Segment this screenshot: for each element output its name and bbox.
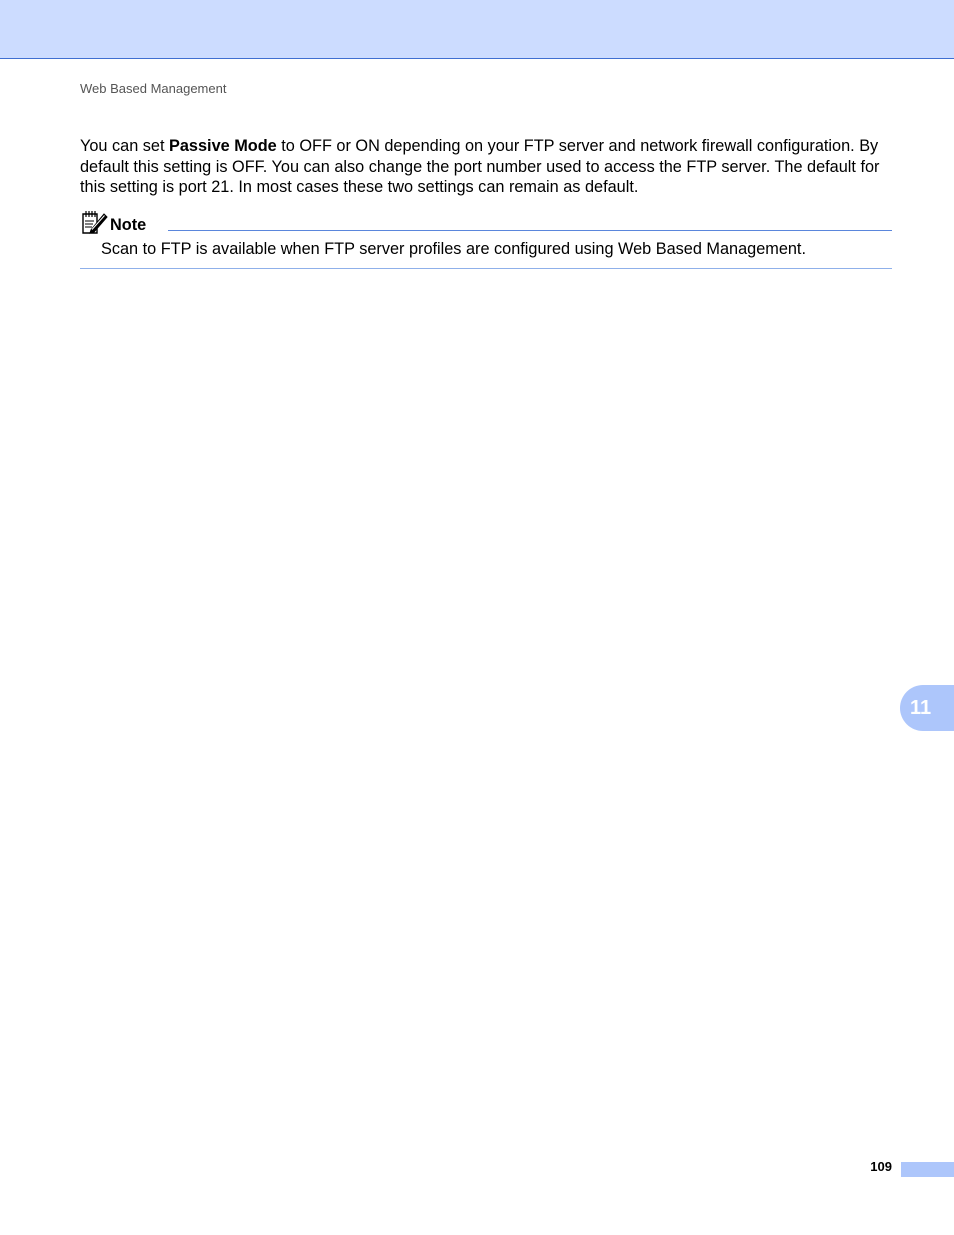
- body-paragraph: [80, 136, 895, 198]
- footer-bar: [901, 1162, 954, 1177]
- note-top-rule: [168, 230, 892, 231]
- body-text-2: to OFF or ON depending on your FTP server and network firewall configuration. By default this setting is OFF. You can also change the port number used to access the FTP server. The default for this setting is port 21. In most cases these two settings can remain as default.: [80, 137, 880, 196]
- note-text: Scan to FTP is available when FTP server profiles are configured using Web Based Management.: [101, 240, 806, 258]
- page-number: 109: [870, 1159, 892, 1174]
- note-heading: [80, 210, 146, 236]
- note-label: Note: [110, 216, 147, 234]
- note-pencil-icon: [80, 210, 108, 236]
- running-header: Web Based Management: [80, 81, 227, 96]
- body-text-1: You can set: [80, 137, 170, 155]
- passive-mode-term: Passive Mode: [169, 137, 277, 155]
- note-bottom-rule: [80, 268, 892, 269]
- header-band: [0, 0, 954, 59]
- chapter-tab: 11: [900, 685, 954, 731]
